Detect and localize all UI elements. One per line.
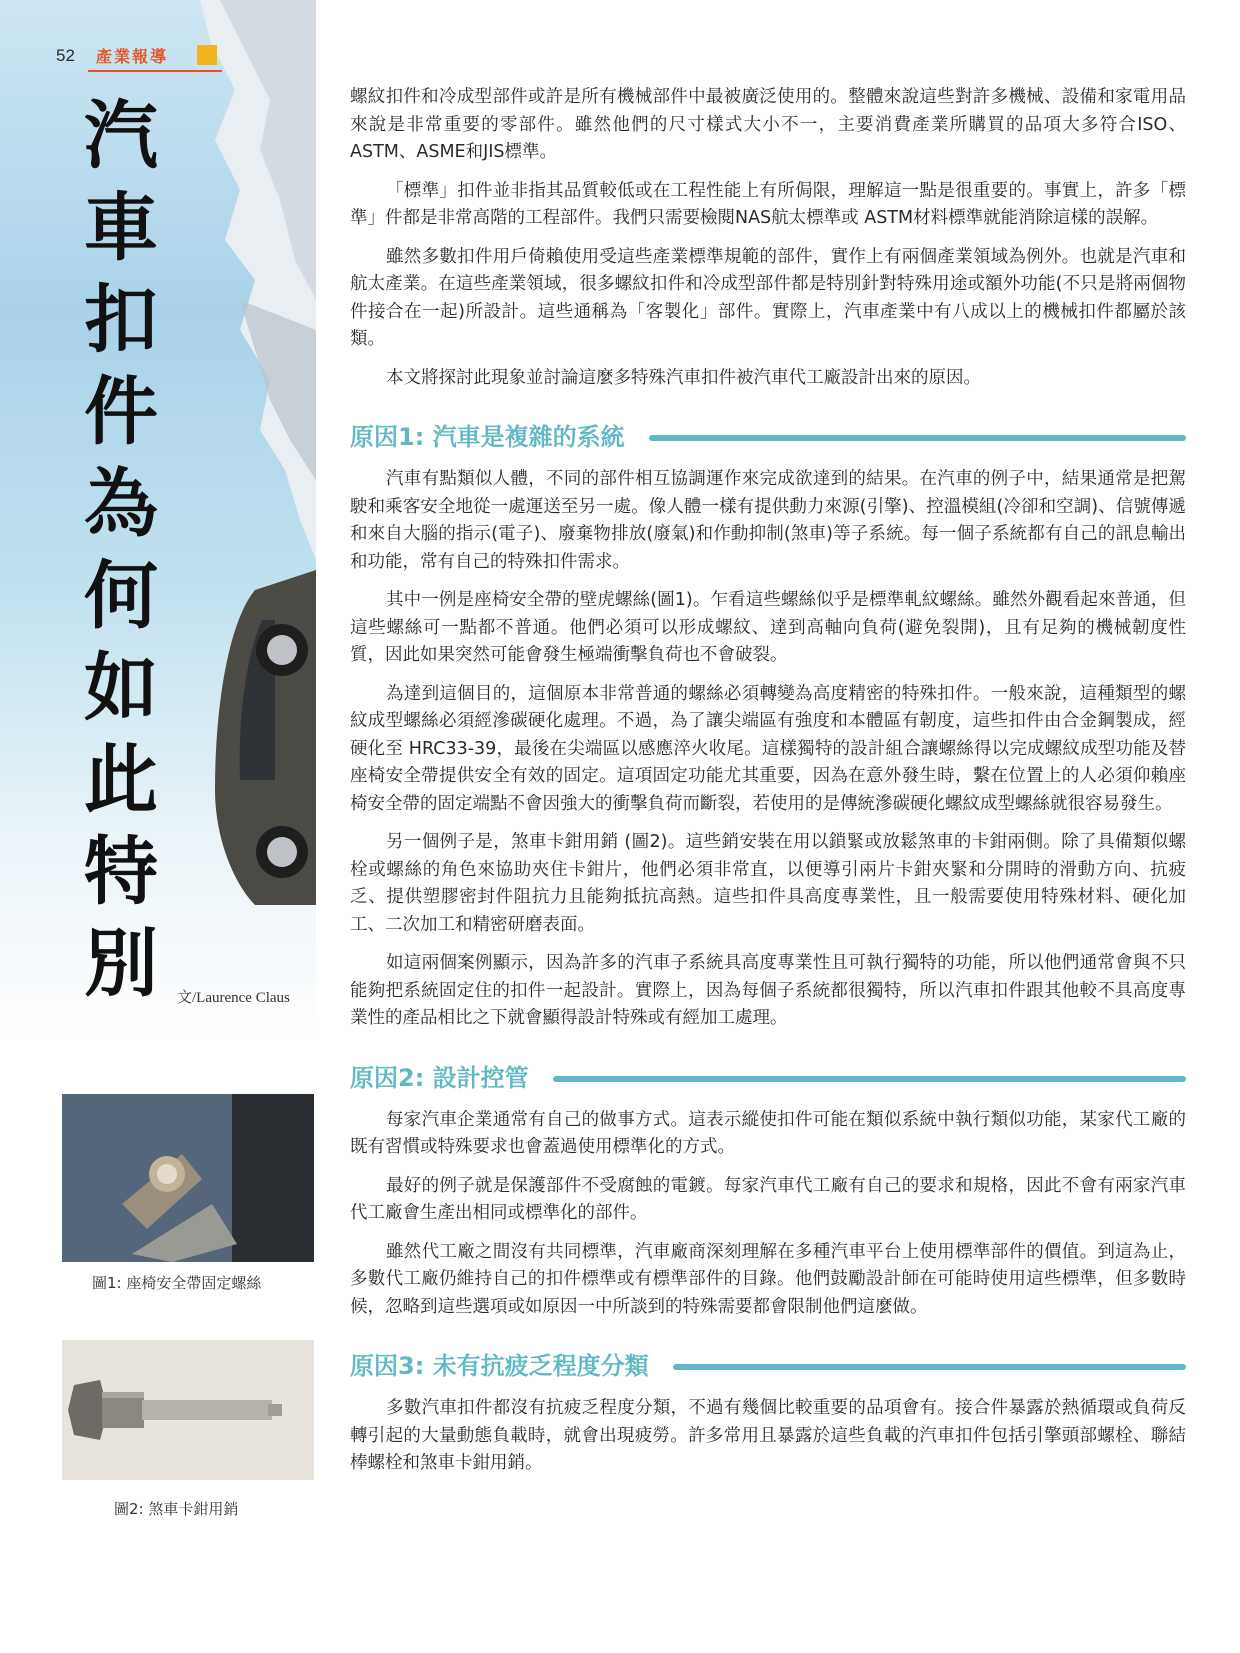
body-paragraph: 多數汽車扣件都沒有抗疲乏程度分類，不過有幾個比較重要的品項會有。接合件暴露於熱循環或負荷反轉引起的大量動態負載時，就會出現疲勞。許多常用且暴露於這些負載的汽車扣件包括引擎頭部螺栓、聯結棒螺栓和煞車卡鉗用銷。 — [350, 1398, 1186, 1473]
section-tag: 產業報導 — [96, 47, 169, 66]
body-paragraph: 另一個例子是，煞車卡鉗用銷 (圖2)。這些銷安裝在用以鎖緊或放鬆煞車的卡鉗兩側。除了具備類似螺栓或螺絲的角色來協助夾住卡鉗片，他們必須非常直，以便導引兩片卡鉗夾緊和分開時的滑動方向、抗疲乏、提供塑膠密封件阻抗力且能夠抵抗高熱。這些扣件具高度專業性，且一般需要使用特殊材料、硬化加工、二次加工和精密研磨表面。 — [350, 832, 1186, 935]
intro-paragraph: 本文將探討此現象並討論這麼多特殊汽車扣件被汽車代工廠設計出來的原因。 — [386, 367, 981, 388]
article-author: 文/Laurence Claus — [177, 990, 290, 1006]
body-paragraph: 其中一例是座椅安全帶的壁虎螺絲(圖1)。乍看這些螺絲似乎是標準軋紋螺絲。雖然外觀看起來普通，但這些螺絲可一點都不普通。他們必須可以形成螺紋、達到高軸向負荷(避免裂開)，且有足夠的機械韌度性質，因此如果突然可能會發生極端衝擊負荷也不會破裂。 — [350, 590, 1186, 665]
article-body — [350, 84, 1186, 1489]
section-heading-rule — [553, 1076, 1186, 1082]
figure-1-caption: 圖1: 座椅安全帶固定螺絲 — [92, 1274, 262, 1292]
figure-1-image — [62, 1094, 314, 1262]
body-paragraph: 為達到這個目的，這個原本非常普通的螺絲必須轉變為高度精密的特殊扣件。一般來說，這種類型的螺紋成型螺絲必須經滲碳硬化處理。不過，為了讓尖端區有強度和本體區有韌度，這些扣件由合金鋼製成，經硬化至 HRC33-39，最後在尖端區以感應淬火收尾。這樣獨特的設計組合讓螺絲得以完成螺紋成型功能及替座椅安全帶提供安全有效的固定。這項固定功能尤其重要，因為在意外發生時，繫在位置上的人必須仰賴座椅安全帶的固定端點不會因強大的衝擊負荷而斷裂，若使用的是傳統滲碳硬化螺紋成型螺絲就很容易發生。 — [350, 683, 1186, 814]
section-heading-text: 原因3: 未有抗疲乏程度分類 — [350, 1352, 649, 1381]
body-paragraph: 每家汽車企業通常有自己的做事方式。這表示縱使扣件可能在類似系統中執行類似功能，某家代工廠的既有習慣或特殊要求也會蓋過使用標準化的方式。 — [350, 1109, 1186, 1157]
article-title: 汽車扣件為何如此特別 — [84, 93, 158, 1007]
page-number: 52 — [56, 46, 75, 65]
body-paragraph: 最好的例子就是保護部件不受腐蝕的電鍍。每家汽車代工廠有自己的要求和規格，因此不會有兩家汽車代工廠會生產出相同或標準化的部件。 — [350, 1175, 1186, 1223]
section-heading-rule — [673, 1364, 1186, 1370]
section-heading-reason-2 — [350, 1059, 1186, 1099]
section-tag-underline — [88, 70, 222, 72]
car-image — [215, 570, 316, 905]
section-tag-marker — [197, 45, 217, 65]
body-paragraph: 雖然代工廠之間沒有共同標準，汽車廠商深刻理解在多種汽車平台上使用標準部件的價值。到這為止，多數代工廠仍維持自己的扣件標準或有標準部件的目錄。他們鼓勵設計師在可能時使用這些標準，但多數時候，忽略到這些選項或如原因一中所談到的特殊需要都會限制他們這麼做。 — [350, 1241, 1186, 1317]
figure-2-image — [62, 1340, 314, 1480]
intro-paragraph: 雖然多數扣件用戶倚賴使用受這些產業標準規範的部件，實作上有兩個產業領域為例外。也就是汽車和航太產業。在這些產業領域，很多螺紋扣件和冷成型部件都是特別針對特殊用途或額外功能(不只是將兩個物件接合在一起)所設計。這些通稱為「客製化」部件。實際上，汽車產業中有八成以上的機械扣件都屬於該類。 — [350, 246, 1186, 349]
intro-paragraph: 「標準」扣件並非指其品質較低或在工程性能上有所侷限，理解這一點是很重要的。事實上，許多「標準」件都是非常高階的工程部件。我們只需要檢閱NAS航太標準或 ASTM材料標準就能消除這樣的誤解。 — [350, 180, 1186, 228]
section-heading-rule — [649, 435, 1186, 441]
section-heading-text: 原因1: 汽車是複雜的系統 — [350, 423, 625, 452]
body-paragraph: 汽車有點類似人體，不同的部件相互協調運作來完成欲達到的結果。在汽車的例子中，結果通常是把駕駛和乘客安全地從一處運送至另一處。像人體一樣有提供動力來源(引擎)、控溫模組(冷卻和空調)、信號傳遞和來自大腦的指示(電子)、廢棄物排放(廢氣)和作動抑制(煞車)等子系統。每一個子系統都有自己的訊息輸出和功能，常有自己的特殊扣件需求。 — [350, 469, 1186, 572]
body-paragraph: 如這兩個案例顯示，因為許多的汽車子系統具高度專業性且可執行獨特的功能，所以他們通常會與不只能夠把系統固定住的扣件一起設計。實際上，因為每個子系統都很獨特，所以汽車扣件跟其他較不具高度專業性的產品相比之下就會顯得設計特殊或有經加工處理。 — [350, 953, 1186, 1028]
section-heading-text: 原因2: 設計控管 — [350, 1063, 529, 1092]
figure-2-caption: 圖2: 煞車卡鉗用銷 — [114, 1500, 239, 1518]
section-heading-reason-1 — [350, 418, 1186, 458]
section-heading-reason-3 — [350, 1347, 1186, 1387]
intro-paragraph: 螺紋扣件和冷成型部件或許是所有機械部件中最被廣泛使用的。整體來說這些對許多機械、設備和家電用品來說是非常重要的零部件。雖然他們的尺寸樣式大小不一，主要消費產業所購買的品項大多符合ISO、ASTM、ASME和JIS標準。 — [350, 87, 1186, 162]
